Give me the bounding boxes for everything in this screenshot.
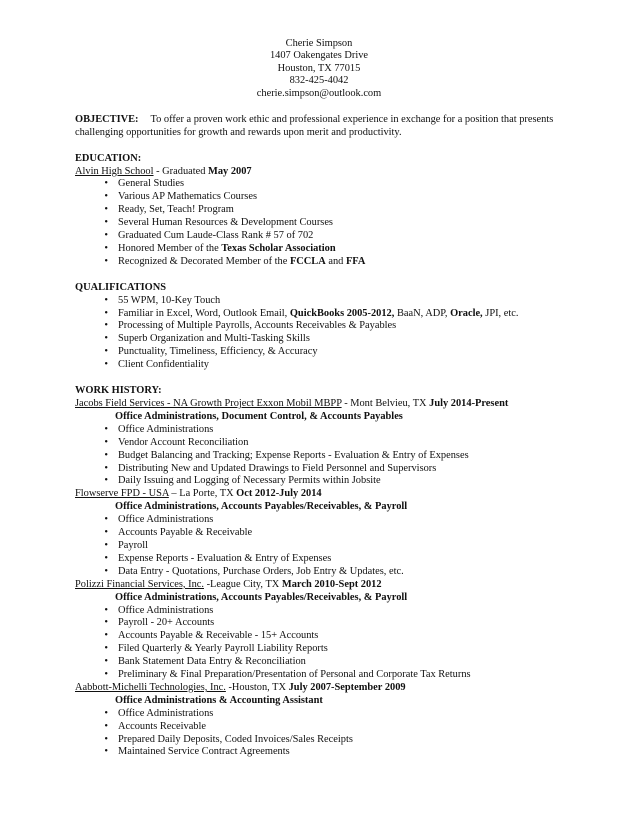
- bullet: •: [104, 307, 108, 319]
- list-item: [75, 566, 575, 579]
- list-item: [75, 191, 575, 204]
- bullet: •: [104, 669, 108, 681]
- qualifications-section: [75, 282, 575, 372]
- bullet: •: [104, 514, 108, 526]
- job-header: [75, 488, 575, 501]
- list-item: [75, 721, 575, 734]
- employer-name: Flowserve FPD - USA: [75, 488, 169, 500]
- list-item-text: General Studies: [118, 178, 185, 190]
- bullet: •: [104, 178, 108, 190]
- list-item: [75, 617, 575, 630]
- list-item: [75, 217, 575, 230]
- list-item-text: Accounts Payable & Receivable: [118, 527, 253, 539]
- job-list: [75, 398, 575, 759]
- school-name: Alvin High School: [75, 165, 154, 177]
- education-heading: EDUCATION:: [75, 152, 142, 164]
- list-item-text: 55 WPM, 10-Key Touch: [118, 294, 221, 306]
- list-item: [75, 746, 575, 759]
- job-dates: March 2010-Sept 2012: [281, 578, 382, 590]
- list-item-text: Accounts Receivable: [118, 720, 206, 732]
- list-item-text: Office Administrations: [118, 707, 214, 719]
- bullet: •: [104, 630, 108, 642]
- list-item-text: Payroll: [118, 539, 149, 551]
- address-line-1: 1407 Oakengates Drive: [269, 50, 369, 62]
- list-item: [75, 450, 575, 463]
- employer-name: Jacobs Field Services - NA Growth Project Exxon Mobil MBPP: [75, 398, 342, 409]
- bullet: •: [104, 191, 108, 203]
- phone-number: 832-425-4042: [289, 75, 349, 87]
- list-item: [75, 643, 575, 656]
- list-item: [75, 540, 575, 553]
- list-item: [75, 708, 575, 721]
- list-item: [75, 463, 575, 476]
- bullet: •: [104, 204, 108, 216]
- list-item-text: Superb Organization and Multi-Tasking Skills: [118, 333, 310, 345]
- list-item-text: Several Human Resources & Development Courses: [118, 217, 333, 229]
- job-dates: Oct 2012-July 2014: [236, 488, 322, 500]
- list-item-text: Office Administrations: [118, 604, 214, 616]
- bullet: •: [104, 707, 108, 719]
- bullet: •: [104, 242, 108, 254]
- list-item-text: Graduated Cum Laude-Class Rank # 57 of 702: [118, 230, 314, 242]
- list-item-text: Accounts Payable & Receivable - 15+ Accounts: [118, 630, 319, 642]
- list-item: [75, 605, 575, 618]
- list-item: [75, 295, 575, 308]
- contact-header: [0, 38, 638, 100]
- list-item-text: Client Confidentiality: [118, 359, 209, 371]
- employer-name: Polizzi Financial Services, Inc.: [75, 578, 204, 590]
- bullet: •: [104, 565, 108, 577]
- qualifications-list: [75, 320, 575, 372]
- job-header: [75, 682, 575, 695]
- bullet: •: [104, 423, 108, 435]
- bullet: •: [104, 475, 108, 487]
- list-item: [75, 204, 575, 217]
- job-header: [75, 398, 575, 411]
- list-item: [75, 656, 575, 669]
- list-item-text: Recognized & Decorated Member of the: [118, 255, 290, 267]
- bullet: •: [104, 255, 108, 267]
- list-item-bold: QuickBooks 2005-2012,: [289, 307, 395, 319]
- job-header: [75, 579, 575, 592]
- bullet: •: [104, 449, 108, 461]
- bullet: •: [104, 359, 108, 371]
- list-item-text: Filed Quarterly & Yearly Payroll Liability Reports: [118, 643, 328, 655]
- list-item: [75, 308, 575, 321]
- list-item-bold: FCCLA: [289, 255, 326, 267]
- job-entry: [75, 398, 575, 488]
- bullet: •: [104, 333, 108, 345]
- list-item-text: Bank Statement Data Entry & Reconciliation: [118, 656, 306, 668]
- applicant-name: Cherie Simpson: [285, 38, 353, 49]
- list-item: [75, 734, 575, 747]
- job-location: - Mont Belvieu, TX: [341, 398, 430, 409]
- job-entry: [75, 682, 575, 759]
- job-role: Office Administrations & Accounting Assistant: [115, 694, 323, 706]
- bullet: •: [104, 733, 108, 745]
- list-item: [75, 243, 575, 256]
- list-item-text: Prepared Daily Deposits, Coded Invoices/Sales Receipts: [118, 733, 353, 745]
- qualifications-heading: QUALIFICATIONS: [75, 281, 167, 293]
- graduation-prefix: - Graduated: [153, 165, 209, 177]
- bullet: •: [104, 217, 108, 229]
- list-item-text: Expense Reports - Evaluation & Entry of Expenses: [118, 552, 332, 564]
- bullet: •: [104, 294, 108, 306]
- list-item: [75, 553, 575, 566]
- list-item: [75, 475, 575, 488]
- list-item-bold: Oracle,: [450, 307, 483, 319]
- job-role: Office Administrations, Accounts Payables/Receivables, & Payroll: [115, 501, 408, 513]
- list-item: [75, 514, 575, 527]
- job-location: -League City, TX: [203, 578, 282, 590]
- list-item-bold: Texas Scholar Association: [221, 242, 336, 254]
- list-item-text: Vendor Account Reconciliation: [118, 436, 249, 448]
- bullet: •: [104, 656, 108, 668]
- bullet: •: [104, 436, 108, 448]
- job-dates: July 2014-Present: [429, 398, 509, 409]
- list-item: [75, 437, 575, 450]
- employer-name: Aabbott-Michelli Technologies, Inc.: [75, 681, 226, 693]
- bullet: •: [104, 604, 108, 616]
- job-dates: July 2007-September 2009: [288, 681, 406, 693]
- list-item-text: Various AP Mathematics Courses: [118, 191, 258, 203]
- list-item-text: Familiar in Excel, Word, Outlook Email,: [118, 307, 290, 319]
- work-history-section: [75, 385, 575, 759]
- job-location: -Houston, TX: [225, 681, 289, 693]
- list-item: [75, 346, 575, 359]
- list-item-text: Ready, Set, Teach! Program: [118, 204, 234, 216]
- address-line-2: Houston, TX 77015: [277, 62, 361, 74]
- list-item-text: Maintained Service Contract Agreements: [118, 746, 290, 758]
- list-item: [75, 230, 575, 243]
- list-item-text: Payroll - 20+ Accounts: [118, 617, 215, 629]
- list-item-bold: FFA: [345, 255, 366, 267]
- job-location: – La Porte, TX: [168, 488, 237, 500]
- list-item-text: Data Entry - Quotations, Purchase Orders, Job Entry & Updates, etc.: [118, 565, 404, 577]
- list-item: [75, 424, 575, 437]
- list-item: [75, 333, 575, 346]
- list-item-text: BaaN, ADP,: [394, 307, 451, 319]
- objective-label: OBJECTIVE:: [75, 114, 139, 125]
- bullet: •: [104, 746, 108, 758]
- bullet: •: [104, 617, 108, 629]
- bullet: •: [104, 230, 108, 242]
- list-item: [75, 256, 575, 269]
- bullet: •: [104, 539, 108, 551]
- bullet: •: [104, 320, 108, 332]
- list-item-text: Processing of Multiple Payrolls, Accounts Receivables & Payables: [118, 320, 397, 332]
- bullet: •: [104, 346, 108, 358]
- education-list: [75, 178, 575, 243]
- list-item-text: and: [325, 255, 346, 267]
- list-item-text: JPI, etc.: [482, 307, 519, 319]
- list-item-text: Preliminary & Final Preparation/Presentation of Personal and Corporate Tax Returns: [118, 669, 471, 681]
- list-item-text: Distributing New and Updated Drawings to Field Personnel and Supervisors: [118, 462, 437, 474]
- resume-body: [75, 113, 575, 759]
- bullet: •: [104, 643, 108, 655]
- list-item: [75, 359, 575, 372]
- list-item: [75, 320, 575, 333]
- list-item-text: Punctuality, Timeliness, Efficiency, & Accuracy: [118, 346, 318, 358]
- list-item-text: Office Administrations: [118, 514, 214, 526]
- education-section: [75, 153, 575, 269]
- bullet: •: [104, 462, 108, 474]
- list-item: [75, 527, 575, 540]
- list-item: [75, 178, 575, 191]
- job-role: Office Administrations, Document Control, & Accounts Payables: [115, 410, 403, 422]
- job-entry: [75, 488, 575, 578]
- list-item-text: Budget Balancing and Tracking; Expense Reports - Evaluation & Entry of Expenses: [118, 449, 469, 461]
- objective-text: To offer a proven work ethic and professional experience in exchange for a position that presents challenging opportunities for growth and rewards upon merit and productivity.: [75, 114, 554, 139]
- list-item-text: Office Administrations: [118, 423, 214, 435]
- bullet: •: [104, 552, 108, 564]
- bullet: •: [104, 527, 108, 539]
- list-item-text: Honored Member of the: [118, 242, 222, 254]
- work-history-heading: WORK HISTORY:: [75, 385, 162, 397]
- graduation-date: May 2007: [208, 165, 252, 177]
- job-entry: [75, 579, 575, 682]
- list-item: [75, 669, 575, 682]
- job-role: Office Administrations, Accounts Payables/Receivables, & Payroll: [115, 591, 408, 603]
- bullet: •: [104, 720, 108, 732]
- list-item: [75, 630, 575, 643]
- email-address: cherie.simpson@outlook.com: [256, 87, 382, 99]
- list-item-text: Daily Issuing and Logging of Necessary Permits within Jobsite: [118, 475, 381, 487]
- objective-section: [75, 113, 575, 140]
